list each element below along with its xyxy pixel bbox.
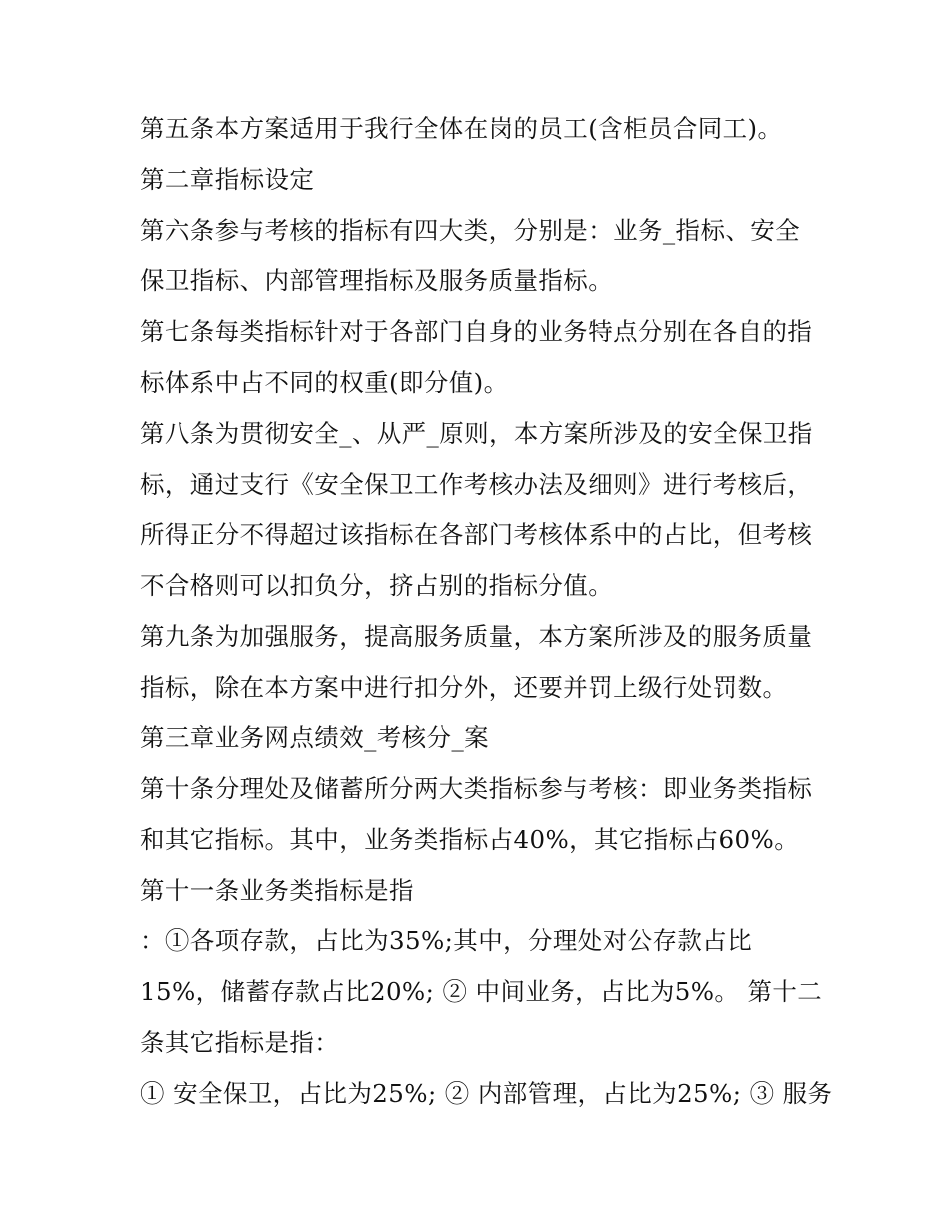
text-line: 标，通过支行《安全保卫工作考核办法及细则》进行考核后，	[140, 470, 813, 499]
text-line: 所得正分不得超过该指标在各部门考核体系中的占比，但考核	[140, 520, 813, 549]
text-line: 第九条为加强服务，提高服务质量，本方案所涉及的服务质量	[140, 622, 813, 651]
text-line: 第五条本方案适用于我行全体在岗的员工(含柜员合同工)。	[140, 114, 783, 143]
text-line: ① 安全保卫，占比为25%; ② 内部管理，占比为25%; ③ 服务	[140, 1079, 833, 1108]
text-line: 保卫指标、内部管理指标及服务质量指标。	[140, 266, 614, 295]
text-line: ：①各项存款，占比为35%;其中，分理处对公存款占比	[140, 926, 753, 955]
text-line: 第七条每类指标针对于各部门自身的业务特点分别在各自的指	[140, 317, 813, 346]
text-line: 第三章业务网点绩效_考核分_案	[140, 723, 489, 752]
text-line: 第十一条业务类指标是指	[140, 876, 414, 905]
text-line: 第六条参与考核的指标有四大类，分别是：业务_指标、安全	[140, 216, 801, 245]
text-line: 标体系中占不同的权重(即分值)。	[140, 368, 509, 397]
text-line: 第八条为贯彻安全_、从严_原则，本方案所涉及的安全保卫指	[140, 419, 813, 448]
text-line: 不合格则可以扣负分，挤占别的指标分值。	[140, 571, 614, 600]
text-line: 条其它指标是指：	[140, 1028, 340, 1057]
text-line: 第二章指标设定	[140, 165, 315, 194]
text-line: 第十条分理处及储蓄所分两大类指标参与考核：即业务类指标	[140, 774, 813, 803]
text-line: 15%，储蓄存款占比20%; ② 中间业务，占比为5%。 第十二	[140, 977, 823, 1006]
text-line: 指标，除在本方案中进行扣分外，还要并罚上级行处罚数。	[140, 673, 788, 702]
text-line: 和其它指标。其中，业务类指标占40%，其它指标占60%。	[140, 825, 800, 854]
